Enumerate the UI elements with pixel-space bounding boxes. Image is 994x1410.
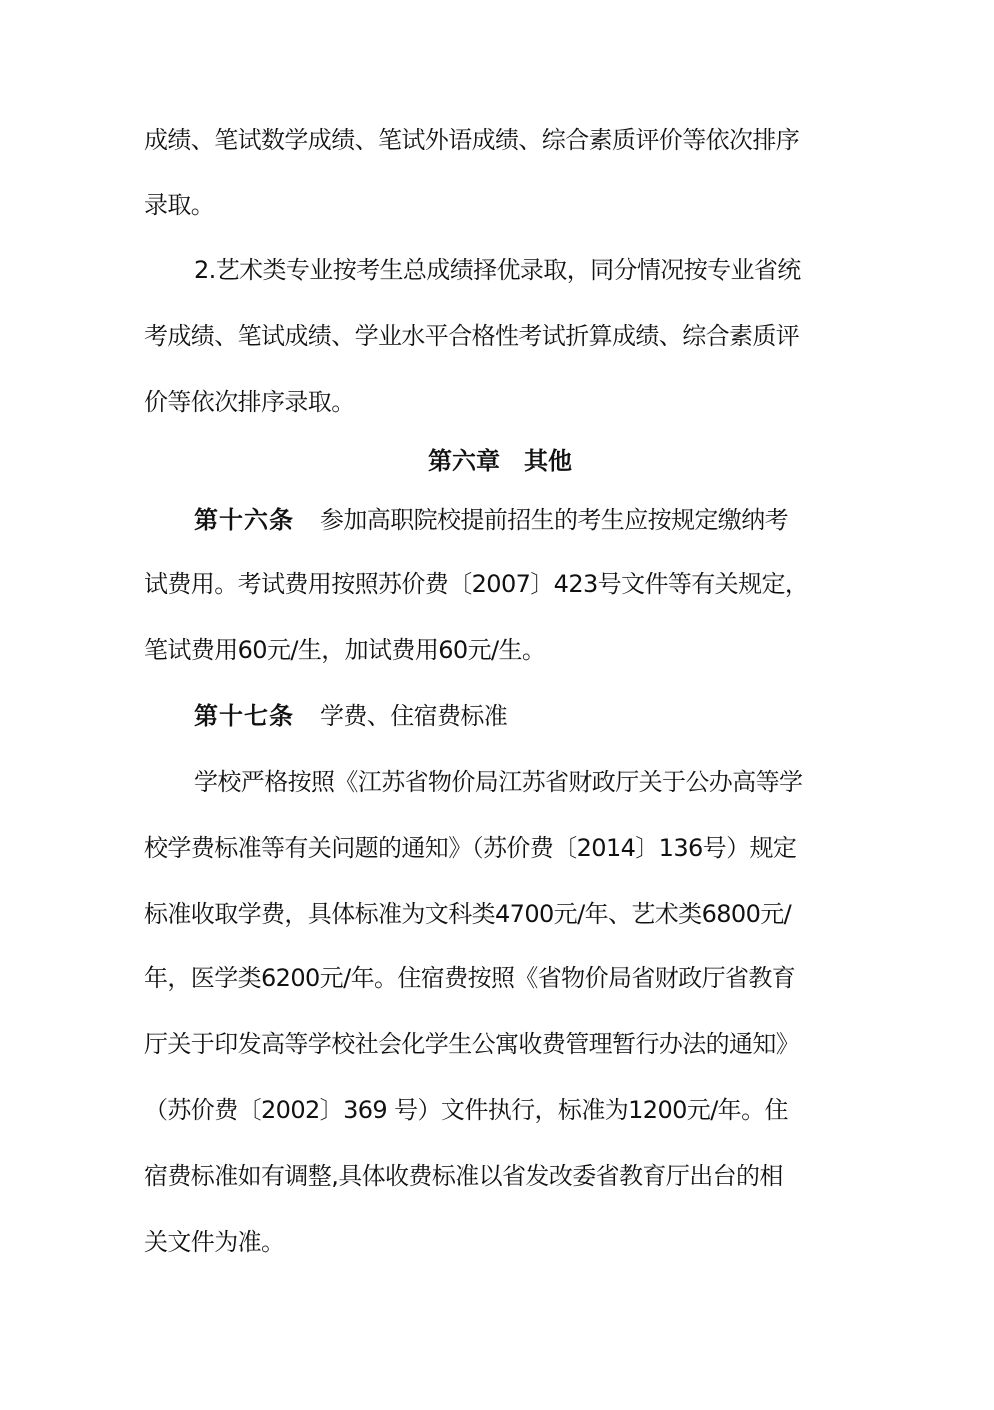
article-17-title: 学费、住宿费标准 xyxy=(320,702,508,730)
chapter-heading: 第六章 其他 xyxy=(428,447,572,475)
article-17-heading xyxy=(194,700,856,732)
paragraph-line: 试费用。考试费用按照苏价费〔2007〕423号文件等有关规定， xyxy=(144,570,809,598)
paragraph-line: 笔试费用60元/生，加试费用60元/生。 xyxy=(144,636,546,664)
paragraph-line: 宿费标准如有调整,具体收费标准以省发改委省教育厅出台的相 xyxy=(144,1162,783,1190)
article-17-label: 第十七条 xyxy=(194,702,294,730)
paragraph-line: （苏价费〔2002〕369 号）文件执行，标准为1200元/年。住 xyxy=(144,1096,788,1124)
paragraph-line: 年，医学类6200元/年。住宿费按照《省物价局省财政厅省教育 xyxy=(144,964,796,992)
article-16-first-line xyxy=(194,504,856,536)
paragraph-line: 厅关于印发高等学校社会化学生公寓收费管理暂行办法的通知》 xyxy=(144,1030,800,1058)
paragraph-line: 校学费标准等有关问题的通知》（苏价费〔2014〕136号）规定 xyxy=(144,834,797,862)
paragraph-line: 录取。 xyxy=(144,191,215,219)
paragraph-line: 标准收取学费，具体标准为文科类4700元/年、艺术类6800元/ xyxy=(144,900,792,928)
article-16-label: 第十六条 xyxy=(194,506,294,534)
paragraph-line: 成绩、笔试数学成绩、笔试外语成绩、综合素质评价等依次排序 xyxy=(144,126,800,154)
paragraph-line: 考成绩、笔试成绩、学业水平合格性考试折算成绩、综合素质评 xyxy=(144,322,800,350)
paragraph-line: 2.艺术类专业按考生总成绩择优录取，同分情况按专业省统 xyxy=(194,256,801,284)
paragraph-line: 价等依次排序录取。 xyxy=(144,388,355,416)
article-16-text: 参加高职院校提前招生的考生应按规定缴纳考 xyxy=(320,506,788,534)
paragraph-line: 学校严格按照《江苏省物价局江苏省财政厅关于公办高等学 xyxy=(194,768,803,796)
paragraph-line: 关文件为准。 xyxy=(144,1228,285,1256)
